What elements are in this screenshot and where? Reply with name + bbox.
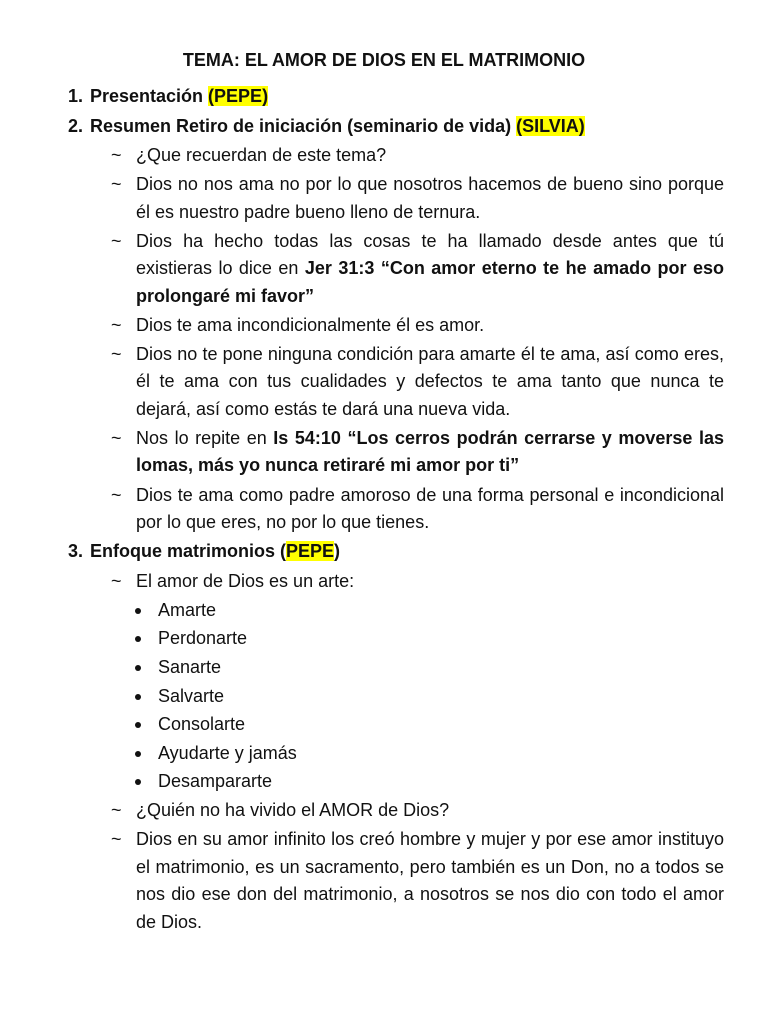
item-text: Dios te ama incondicionalmente él es amor.: [136, 314, 485, 335]
tilde-bullet: ~: [111, 570, 122, 591]
bullet-item: [68, 768, 724, 797]
list-item: [68, 425, 724, 480]
bullet-item: [68, 740, 724, 769]
item-text: ¿Que recuerdan de este tema?: [136, 145, 387, 165]
section-3-heading: [68, 538, 724, 566]
bullet-dot-icon: [135, 665, 141, 671]
bullet-text: Ayudarte y jamás: [158, 742, 297, 763]
item-text: Dios no nos ama no por lo que nosotros hacemos de bueno sino porque él es nuestro padre bueno lleno de ternura.: [136, 174, 724, 222]
list-item: [68, 826, 724, 936]
item-text: ¿Quién no ha vivido el AMOR de Dios?: [136, 799, 450, 820]
bullet-dot-icon: [135, 608, 141, 614]
bullet-text: Desampararte: [158, 771, 273, 792]
bullet-item: [68, 711, 724, 740]
section-3-closing-list: [68, 797, 724, 936]
item-text: El amor de Dios es un arte:: [136, 570, 355, 591]
bullet-text: Sanarte: [158, 656, 222, 677]
section-label-end: ): [334, 541, 341, 562]
item-text: Dios en su amor infinito los creó hombre y mujer y por ese amor instituyo el matrimonio, es un sacramento, pero también es un Don, no a todos se nos dio ese don del matrimonio, a nosotros se nos dio con todo el amor de Dios.: [136, 829, 724, 932]
list-item: [68, 228, 724, 311]
presenter-highlight: PEPE: [286, 541, 335, 562]
bullet-text: Amarte: [158, 599, 217, 620]
tilde-bullet: ~: [111, 343, 122, 364]
list-item: [68, 171, 724, 226]
item-text: Dios te ama como padre amoroso de una forma personal e incondicional por lo que eres, no por lo que tienes.: [136, 484, 724, 533]
bullet-dot-icon: [135, 751, 141, 757]
list-item: [68, 568, 724, 596]
section-label: Enfoque matrimonios (: [90, 541, 287, 562]
presenter-highlight: (PEPE): [208, 86, 269, 106]
item-text: Nos lo repite en: [136, 427, 274, 448]
section-number: 1.: [68, 86, 84, 106]
tilde-bullet: ~: [111, 427, 122, 448]
list-item: [68, 142, 724, 170]
bullet-dot-icon: [135, 722, 141, 728]
bible-quote: Jer 31:3 “Con amor eterno te he amado por eso prolongaré mi favor”: [136, 258, 724, 306]
section-label: Presentación: [90, 86, 209, 106]
bullet-item: [68, 654, 724, 683]
bullet-text: Perdonarte: [158, 628, 248, 649]
section-2-heading: [68, 113, 724, 141]
presenter-highlight: (SILVIA): [516, 115, 585, 136]
tilde-bullet: ~: [111, 484, 122, 505]
tilde-bullet: ~: [111, 314, 122, 335]
bullet-text: Salvarte: [158, 685, 225, 706]
bullet-item: [68, 625, 724, 654]
tilde-bullet: ~: [111, 829, 122, 849]
list-item: [68, 341, 724, 424]
item-text: Dios ha hecho todas las cosas te ha llamado desde antes que tú existieras lo dice en: [136, 230, 724, 279]
bullet-item: [68, 683, 724, 712]
list-item: [68, 482, 724, 537]
tilde-bullet: ~: [111, 174, 122, 195]
bible-quote: Is 54:10 “Los cerros podrán cerrarse y moverse las lomas, más yo nunca retiraré mi amor por ti”: [136, 427, 724, 476]
section-2-list: [68, 142, 724, 537]
bullet-dot-icon: [135, 636, 141, 642]
section-label: Resumen Retiro de iniciación (seminario de vida): [90, 115, 517, 136]
list-item: [68, 312, 724, 340]
section-1-heading: [68, 83, 724, 111]
document-title: TEMA: EL AMOR DE DIOS EN EL MATRIMONIO: [182, 50, 586, 70]
bullet-dot-icon: [135, 779, 141, 785]
document-body: [68, 83, 724, 938]
bullet-item: [68, 597, 724, 626]
bullet-text: Consolarte: [158, 714, 246, 735]
item-text: Dios no te pone ninguna condición para amarte él te ama, así como eres, él te ama con tus cualidades y defectos te ama tanto que nunca te dejará, así como estás te dará una nueva vida.: [136, 343, 724, 419]
tilde-bullet: ~: [111, 799, 122, 820]
section-number: 2.: [68, 115, 84, 136]
bullet-dot-icon: [135, 694, 141, 700]
section-3-list: [68, 568, 724, 596]
tilde-bullet: ~: [111, 145, 122, 165]
art-bullet-list: [68, 597, 724, 797]
tilde-bullet: ~: [111, 230, 122, 251]
section-number: 3.: [68, 541, 84, 562]
list-item: [68, 797, 724, 825]
